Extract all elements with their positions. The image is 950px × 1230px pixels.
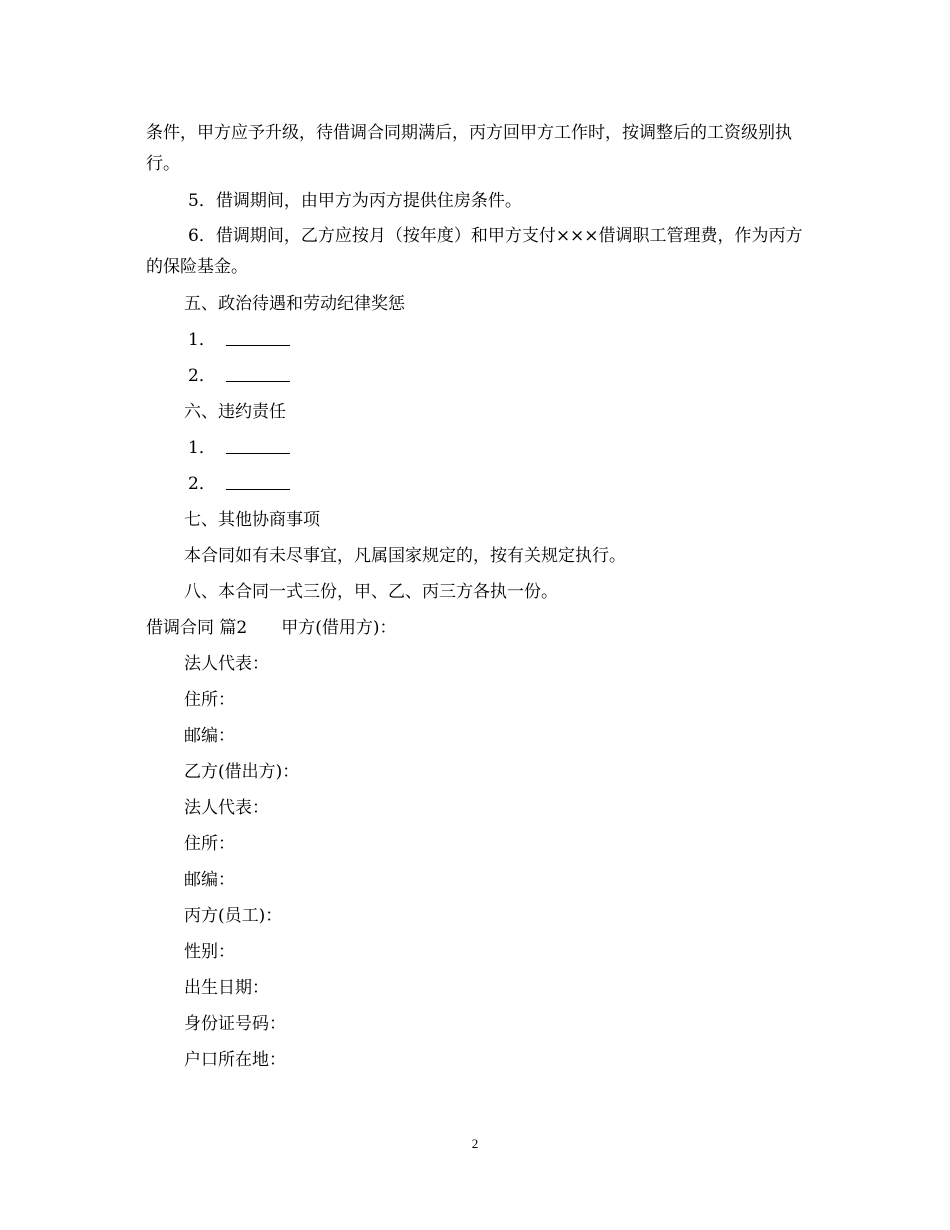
clause-item-6: 6．借调期间，乙方应按月（按年度）和甲方支付×××借调职工管理费，作为丙方的保险基金。 [146, 226, 803, 277]
section-7-body: 本合同如有未尽事宜，凡属国家规定的，按有关规定执行。 [184, 546, 626, 566]
party-a-field: 住所： [184, 690, 235, 710]
section-5-title: 五、政治待遇和劳动纪律奖惩 [184, 294, 405, 314]
party-a-field: 邮编： [184, 726, 235, 746]
party-b-field: 邮编： [184, 870, 235, 890]
item-number: 2． [188, 366, 216, 386]
party-a-label: 甲方(借用方)： [281, 618, 397, 638]
section-7-title: 七、其他协商事项 [184, 510, 320, 530]
contract-2-heading-line [146, 610, 806, 646]
fill-in-blank [226, 473, 290, 490]
section-6-item-1 [146, 430, 806, 466]
section-6-item-2 [146, 466, 806, 502]
party-c-field: 性别： [184, 942, 235, 962]
fill-in-blank [226, 437, 290, 454]
item-number: 1． [188, 330, 216, 350]
clause-item-5: 5．借调期间，由甲方为丙方提供住房条件。 [188, 191, 522, 211]
document-body [146, 116, 806, 1078]
section-5-item-1 [146, 322, 806, 358]
fill-in-blank [226, 365, 290, 382]
contract-2-heading: 借调合同 篇2 [146, 618, 248, 638]
item-number: 2． [188, 474, 216, 494]
party-c-field: 身份证号码： [184, 1014, 286, 1034]
party-b-label: 乙方(借出方)： [184, 762, 300, 782]
section-6-title: 六、违约责任 [184, 402, 286, 422]
party-c-field: 出生日期： [184, 978, 269, 998]
party-b-field: 法人代表： [184, 798, 269, 818]
section-5-item-2 [146, 358, 806, 394]
party-b-field: 住所： [184, 834, 235, 854]
party-c-label: 丙方(员工)： [184, 906, 283, 926]
paragraph-continuation: 条件，甲方应予升级，待借调合同期满后，丙方回甲方工作时，按调整后的工资级别执行。 [146, 123, 792, 174]
fill-in-blank [226, 329, 290, 346]
item-number: 1． [188, 438, 216, 458]
party-c-field: 户口所在地： [184, 1050, 286, 1070]
page-number: 2 [471, 1136, 479, 1151]
section-8: 八、本合同一式三份，甲、乙、丙三方各执一份。 [184, 582, 558, 602]
party-a-field: 法人代表： [184, 654, 269, 674]
